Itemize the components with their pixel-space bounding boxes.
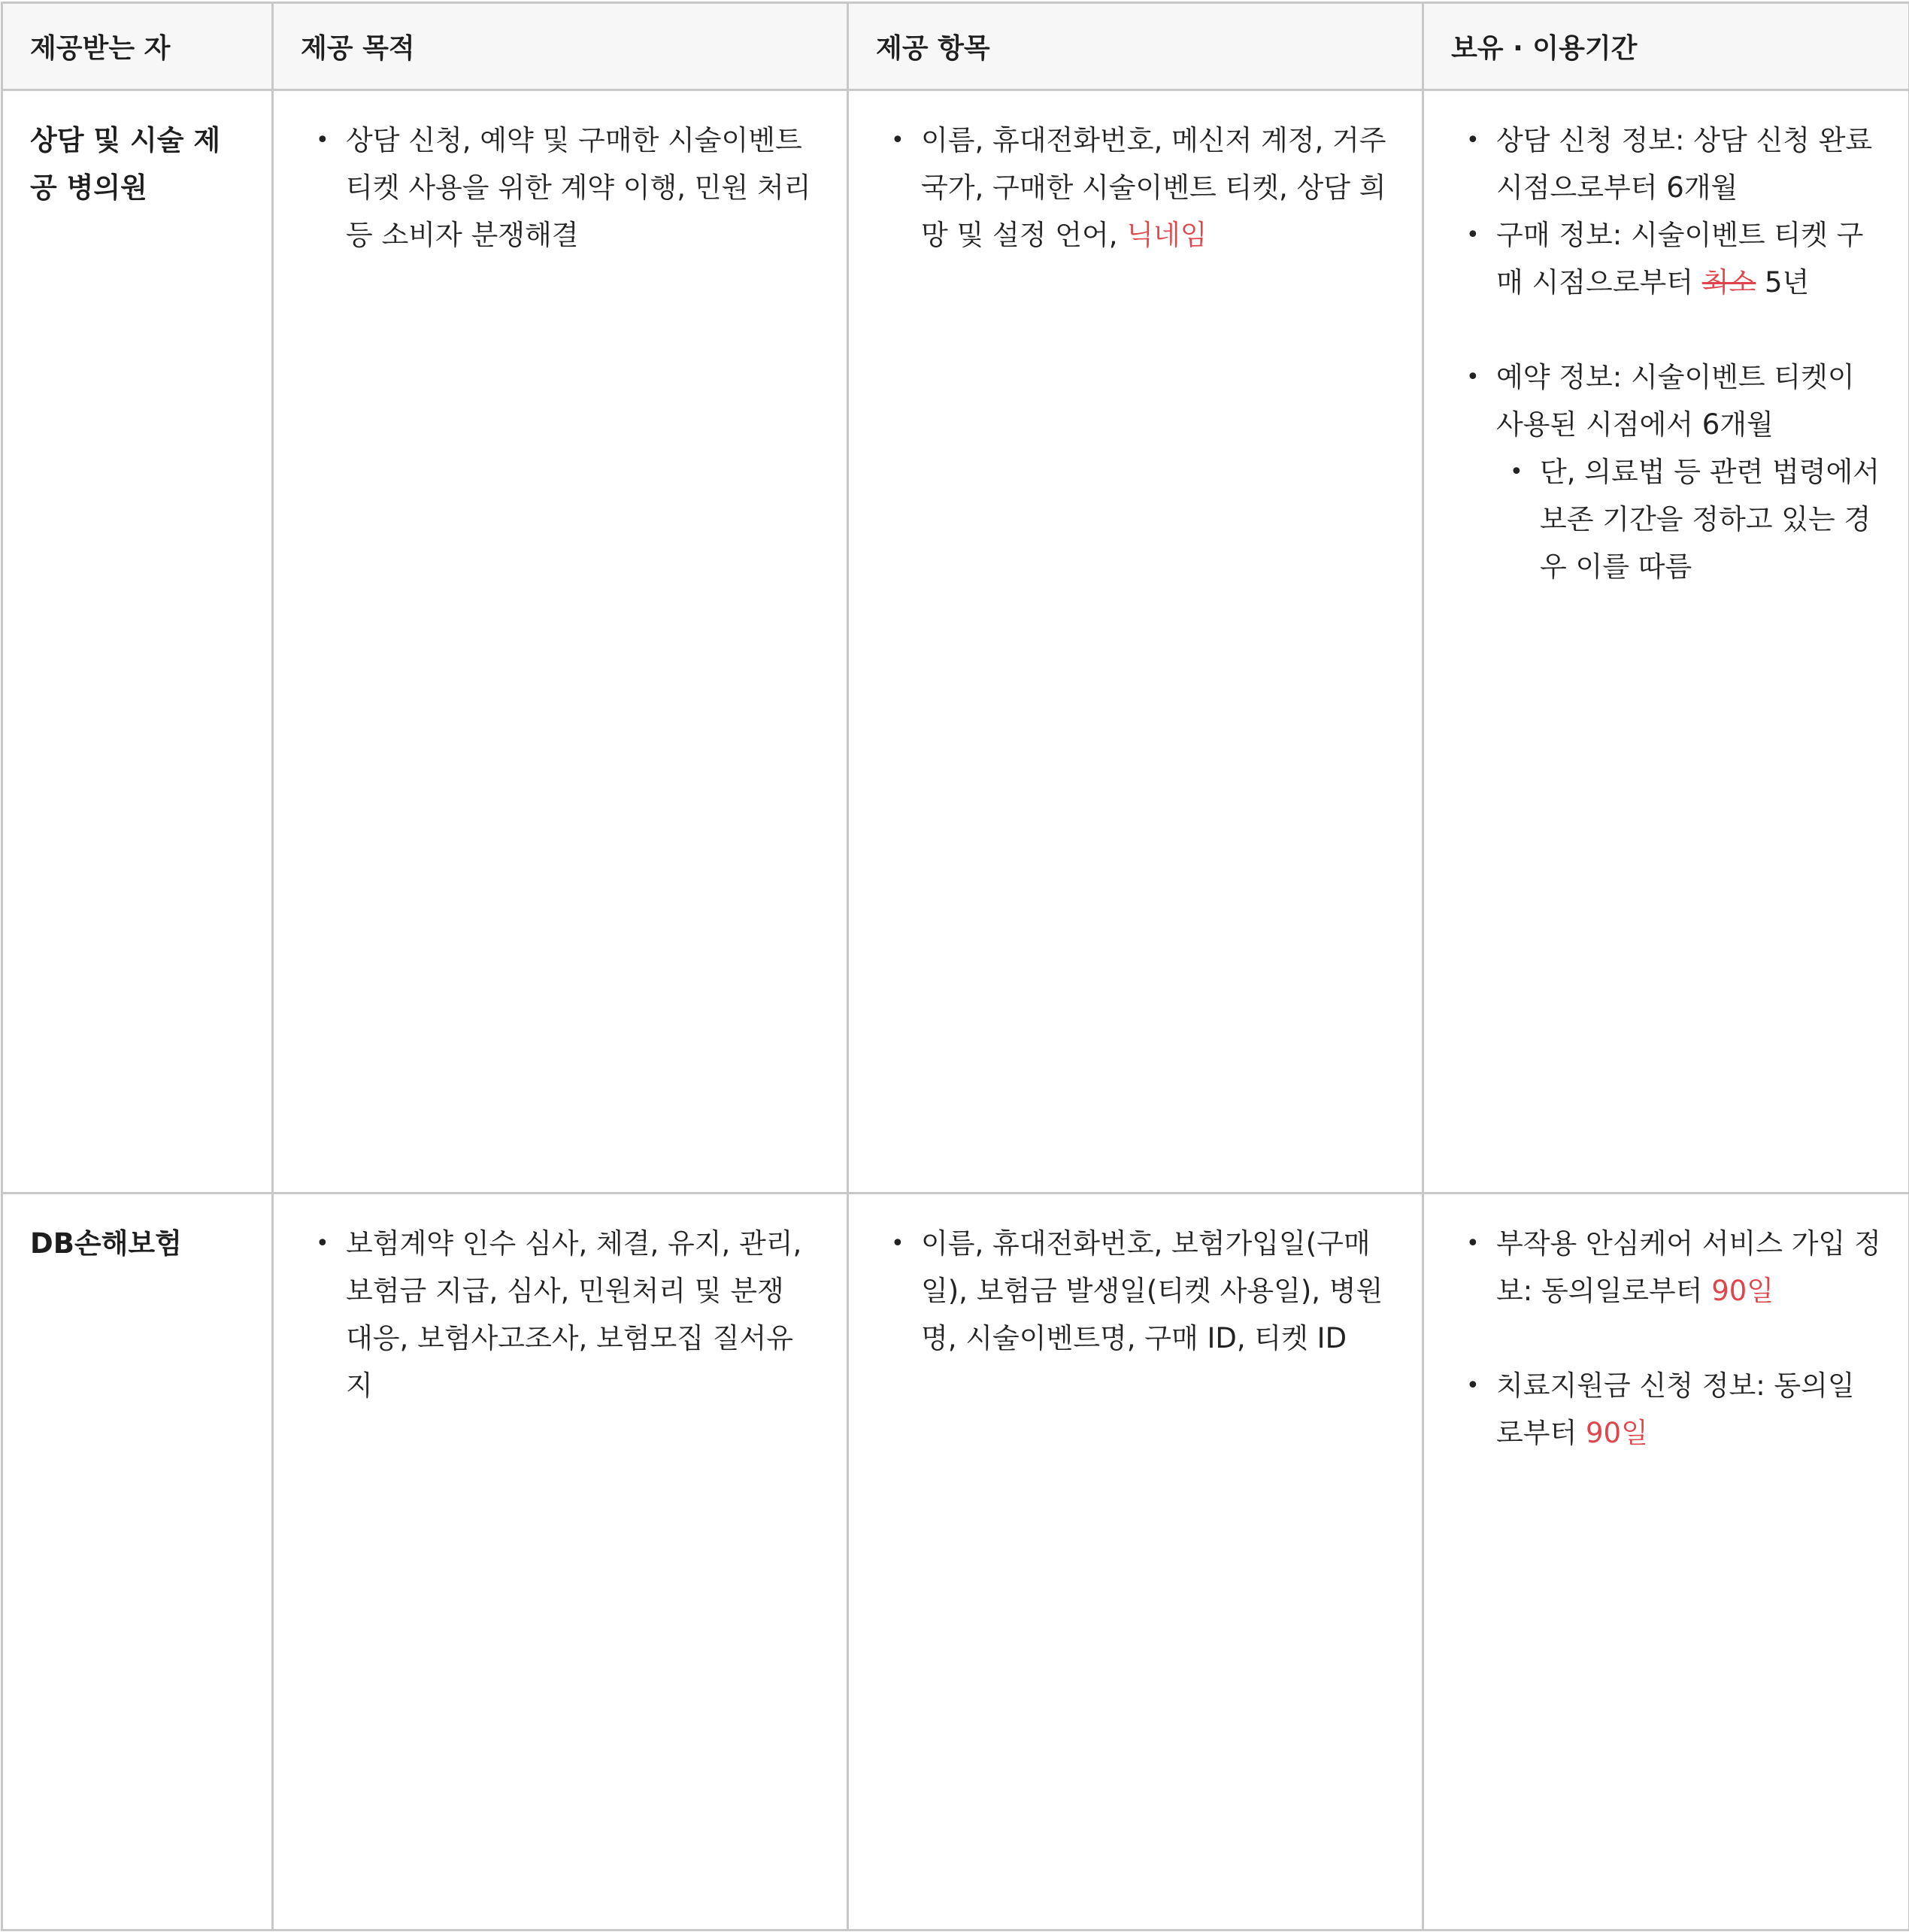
list-item xyxy=(921,117,1395,259)
list-item: • 보험계약 인수 심사, 체결, 유지, 관리, 보험금 지급, 심사, 민원처리 및 분쟁 대응, 보험사고조사, 보험모집 질서유지 xyxy=(346,1220,820,1409)
purpose-list xyxy=(301,1220,820,1409)
list-item: • 상담 신청 정보: 상담 신청 완료 시점으로부터 6개월 xyxy=(1496,117,1881,211)
list-item xyxy=(1496,1362,1881,1457)
struck-text: 최소 xyxy=(1701,266,1756,299)
header-purpose: 제공 목적 xyxy=(273,3,848,90)
highlighted-item: 닉네임 xyxy=(1126,219,1208,251)
items-list xyxy=(876,1220,1395,1362)
list-item: • 상담 신청, 예약 및 구매한 시술이벤트 티켓 사용을 위한 계약 이행, 민원 처리 등 소비자 분쟁해결 xyxy=(346,117,820,259)
period-cell xyxy=(1423,90,1909,1193)
list-item xyxy=(1496,1220,1881,1315)
recipient-cell: DB손해보험 xyxy=(2,1193,273,1930)
purpose-cell xyxy=(273,90,848,1193)
items-list xyxy=(876,117,1395,259)
period-list xyxy=(1451,117,1881,590)
list-item xyxy=(1496,211,1881,306)
consent-table xyxy=(1,2,1909,1931)
table-header-row xyxy=(2,3,1909,90)
sub-list xyxy=(1496,448,1881,590)
period-text: 치료지원금 신청 정보: 동의일로부터 xyxy=(1496,1369,1855,1449)
period-cell xyxy=(1423,1193,1909,1930)
period-text: 부작용 안심케어 서비스 가입 정보: 동의일로부터 xyxy=(1496,1227,1881,1307)
header-period: 보유 · 이용기간 xyxy=(1423,3,1909,90)
list-item xyxy=(1496,353,1881,590)
table-row xyxy=(2,90,1909,1193)
highlighted-period: 90일 xyxy=(1586,1417,1648,1449)
list-item: • 단, 의료법 등 관련 법령에서 보존 기간을 정하고 있는 경우 이를 따름 xyxy=(1540,448,1881,590)
purpose-list xyxy=(301,117,820,259)
header-recipient: 제공받는 자 xyxy=(2,3,273,90)
period-text: 구매 정보: 시술이벤트 티켓 구매 시점으로부터 xyxy=(1496,219,1864,299)
items-text: 이름, 휴대전화번호, 메신저 계정, 거주 국가, 구매한 시술이벤트 티켓, 상담 희망 및 설정 언어, xyxy=(921,124,1386,251)
items-cell xyxy=(848,1193,1423,1930)
recipient-cell: 상담 및 시술 제공 병의원 xyxy=(2,90,273,1193)
table-row xyxy=(2,1193,1909,1930)
list-item: • 이름, 휴대전화번호, 보험가입일(구매일), 보험금 발생일(티켓 사용일), 병원명, 시술이벤트명, 구매 ID, 티켓 ID xyxy=(921,1220,1395,1362)
period-text: 5년 xyxy=(1756,266,1810,299)
period-list xyxy=(1451,1220,1881,1457)
highlighted-period: 90일 xyxy=(1711,1275,1774,1307)
items-cell xyxy=(848,90,1423,1193)
header-items: 제공 항목 xyxy=(848,3,1423,90)
period-text: 예약 정보: 시술이벤트 티켓이 사용된 시점에서 6개월 xyxy=(1496,361,1855,441)
purpose-cell xyxy=(273,1193,848,1930)
